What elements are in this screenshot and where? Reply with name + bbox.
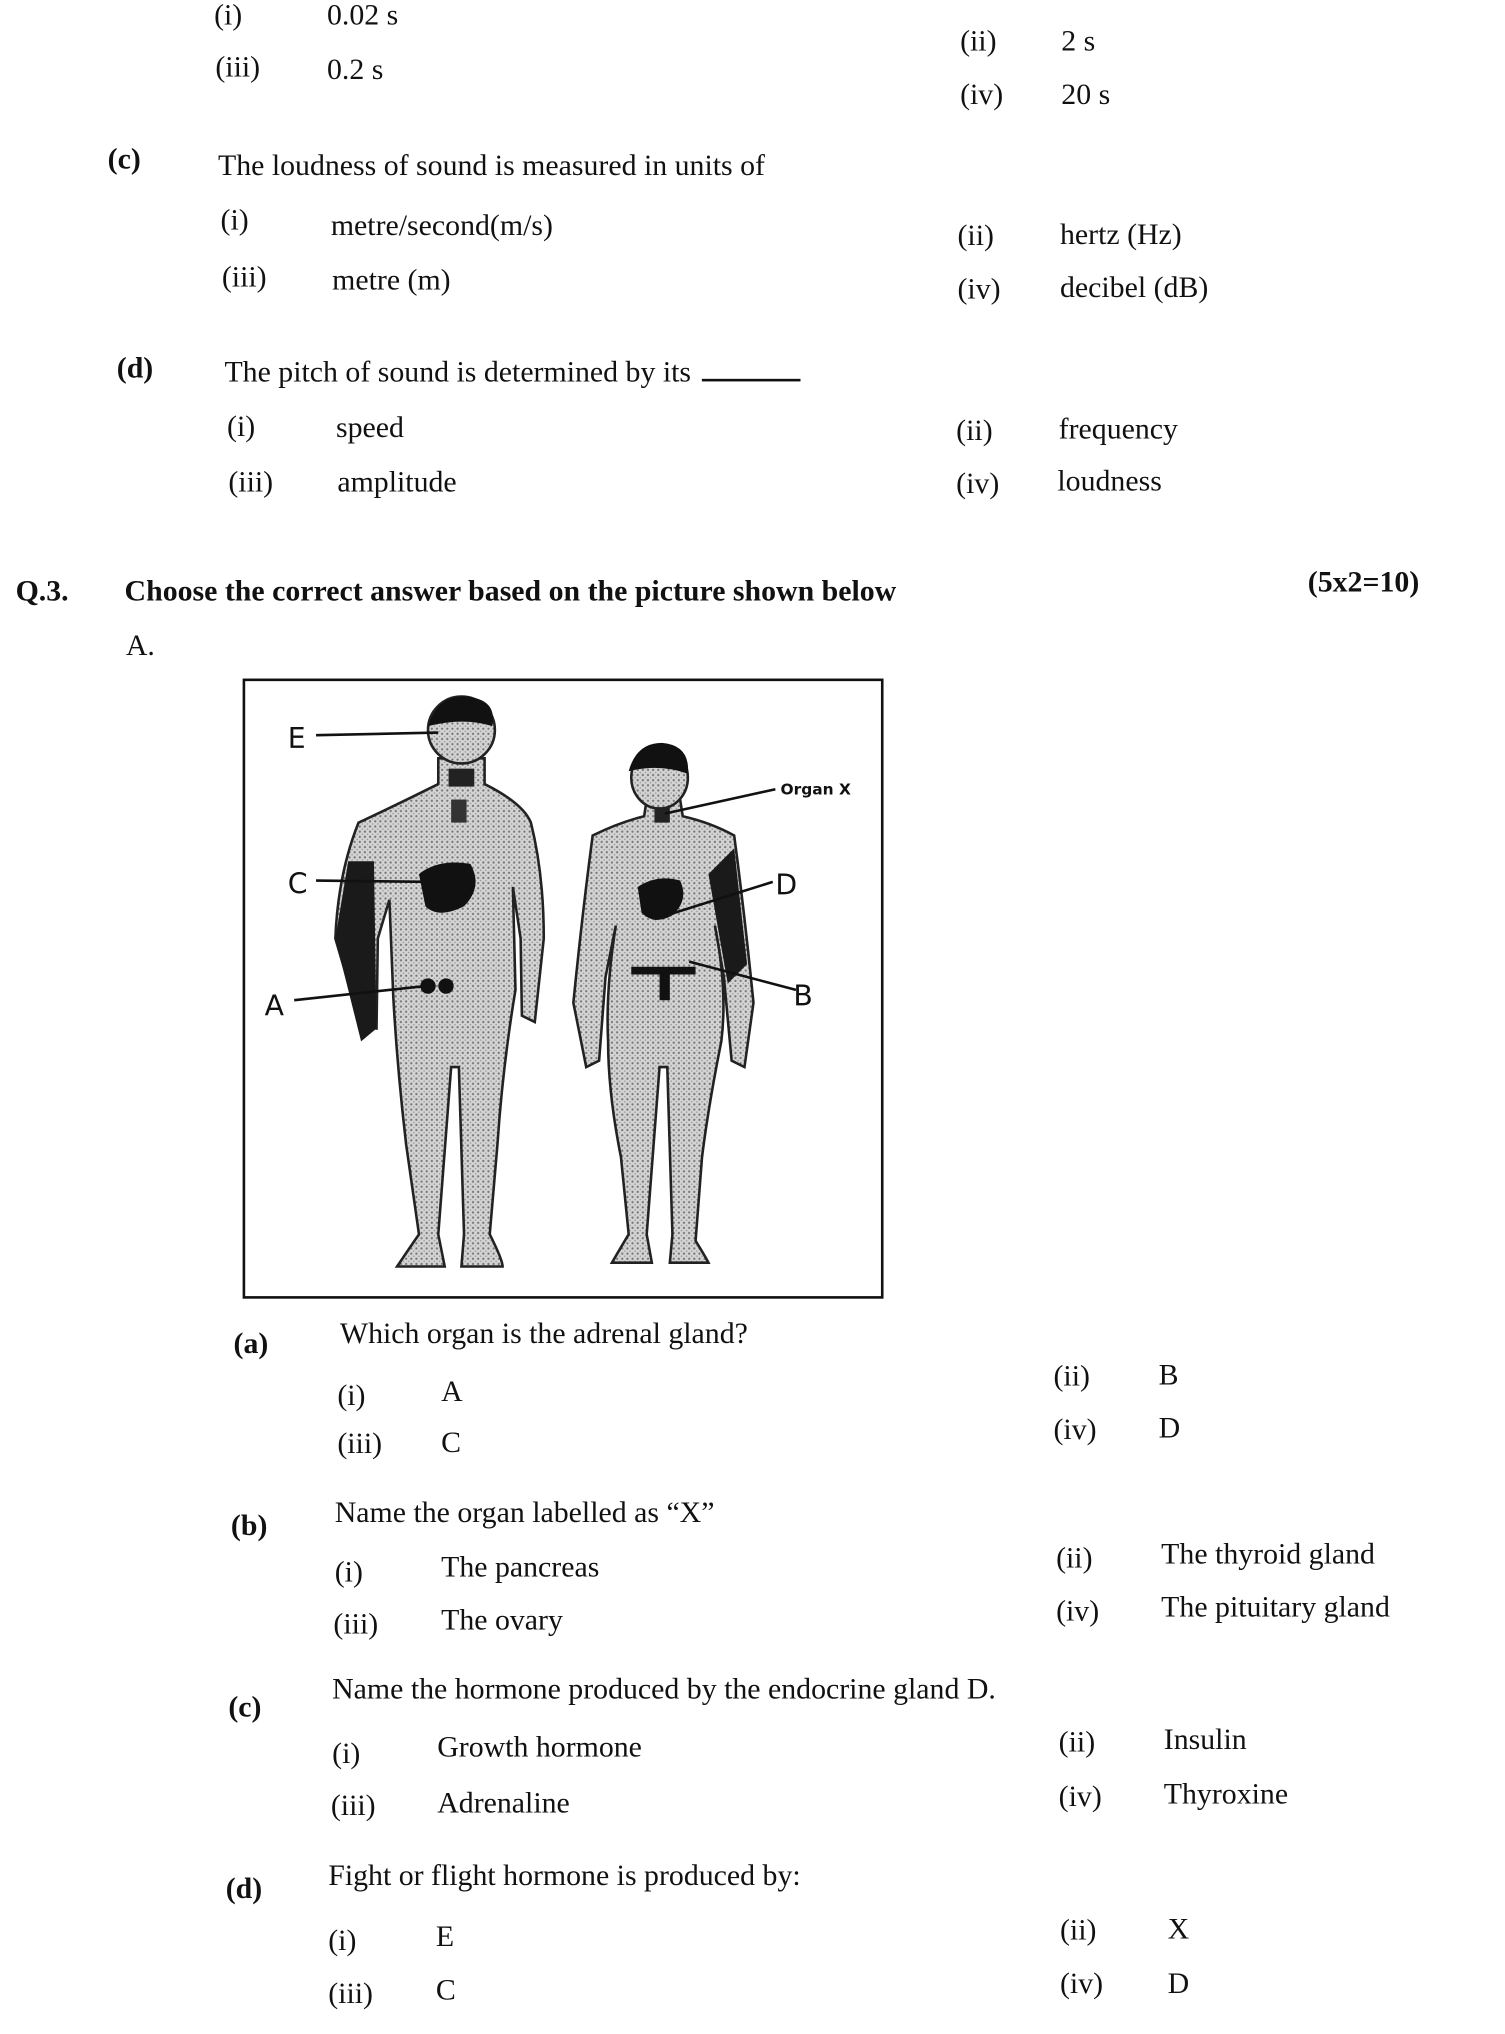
option-number: (ii) xyxy=(1056,1541,1093,1574)
option-number: (iii) xyxy=(330,1789,376,1822)
male-figure xyxy=(335,696,543,1266)
option-number: (iii) xyxy=(328,1977,374,2010)
option-number: (iii) xyxy=(337,1427,383,1460)
option-number: (ii) xyxy=(960,24,997,58)
option-text: loudness xyxy=(1057,464,1162,497)
label-b: B xyxy=(793,979,813,1013)
option-number: (i) xyxy=(220,203,249,237)
question-title: Choose the correct answer based on the picture shown below xyxy=(124,574,897,608)
option-text: metre (m) xyxy=(332,263,451,296)
option-text: 0.2 s xyxy=(326,53,384,86)
option-number: (iii) xyxy=(228,465,274,499)
answer-blank xyxy=(701,379,800,382)
option-number: (ii) xyxy=(1059,1913,1097,1947)
option-number: (i) xyxy=(334,1555,363,1589)
option-text: Adrenaline xyxy=(437,1786,570,1819)
question-text: Name the hormone produced by the endocrine gland D. xyxy=(332,1672,996,1705)
option-text: E xyxy=(435,1920,455,1953)
option-number: (iii) xyxy=(221,260,267,294)
option-text: The pituitary gland xyxy=(1161,1590,1390,1624)
label-d: D xyxy=(775,868,798,902)
label-e: E xyxy=(287,722,306,756)
option-text: The ovary xyxy=(441,1603,563,1637)
question-text: The loudness of sound is measured in units of xyxy=(217,149,765,182)
option-number: (i) xyxy=(227,409,256,443)
option-number: (i) xyxy=(337,1379,366,1412)
question-text-content: The pitch of sound is determined by its xyxy=(224,355,692,388)
human-body-diagram xyxy=(245,681,881,1296)
option-text: amplitude xyxy=(337,465,457,499)
option-text: D xyxy=(1167,1966,1190,2000)
option-number: (ii) xyxy=(956,413,993,447)
section-label: A. xyxy=(125,629,155,662)
option-text: The pancreas xyxy=(441,1550,600,1583)
option-number: (iii) xyxy=(215,50,261,84)
endocrine-system-figure xyxy=(243,679,884,1299)
option-number: (ii) xyxy=(1053,1359,1090,1393)
option-text: C xyxy=(435,1973,456,2006)
option-number: (i) xyxy=(214,0,243,32)
option-text: 2 s xyxy=(1061,24,1096,58)
option-text: B xyxy=(1158,1358,1179,1391)
option-text: speed xyxy=(336,411,404,444)
question-text: Fight or flight hormone is produced by: xyxy=(328,1859,801,1892)
question-letter: (a) xyxy=(233,1327,269,1360)
female-figure xyxy=(573,743,753,1263)
label-organ-x: Organ X xyxy=(780,780,851,799)
option-text: decibel (dB) xyxy=(1059,271,1209,304)
question-text xyxy=(224,357,800,387)
option-number: (iv) xyxy=(1059,1966,1104,2000)
question-letter: (c) xyxy=(107,142,141,176)
option-number: (iv) xyxy=(960,77,1004,111)
option-text: X xyxy=(1167,1912,1190,1945)
label-a: A xyxy=(264,989,284,1023)
option-text: Thyroxine xyxy=(1163,1777,1289,1810)
question-text: Name the organ labelled as “X” xyxy=(334,1495,715,1529)
option-number: (iv) xyxy=(956,467,1000,500)
option-text: 20 s xyxy=(1061,77,1111,111)
option-number: (iii) xyxy=(333,1607,379,1640)
option-number: (iv) xyxy=(1056,1594,1100,1627)
option-number: (i) xyxy=(332,1737,361,1770)
option-text: metre/second(m/s) xyxy=(330,208,553,242)
question-letter: (b) xyxy=(230,1508,268,1542)
option-number: (iv) xyxy=(957,272,1001,305)
option-text: frequency xyxy=(1058,412,1178,446)
option-text: D xyxy=(1158,1411,1181,1445)
option-number: (ii) xyxy=(1058,1725,1096,1758)
option-text: A xyxy=(441,1375,463,1408)
option-number: (iv) xyxy=(1053,1412,1097,1446)
option-number: (iv) xyxy=(1058,1780,1102,1813)
option-text: C xyxy=(441,1425,462,1459)
option-number: (ii) xyxy=(957,219,994,252)
question-letter: (d) xyxy=(116,351,154,385)
question-text: Which organ is the adrenal gland? xyxy=(339,1316,748,1350)
question-letter: (c) xyxy=(228,1690,262,1723)
option-text: Insulin xyxy=(1163,1722,1247,1756)
question-number: Q.3. xyxy=(15,574,69,608)
option-text: 0.02 s xyxy=(326,0,399,32)
label-c: C xyxy=(287,867,308,901)
option-number: (i) xyxy=(328,1924,357,1957)
question-letter: (d) xyxy=(225,1872,263,1905)
option-text: hertz (Hz) xyxy=(1059,217,1182,251)
option-text: The thyroid gland xyxy=(1161,1537,1375,1570)
option-text: Growth hormone xyxy=(437,1730,642,1764)
marks-label: (5x2=10) xyxy=(1307,565,1420,599)
